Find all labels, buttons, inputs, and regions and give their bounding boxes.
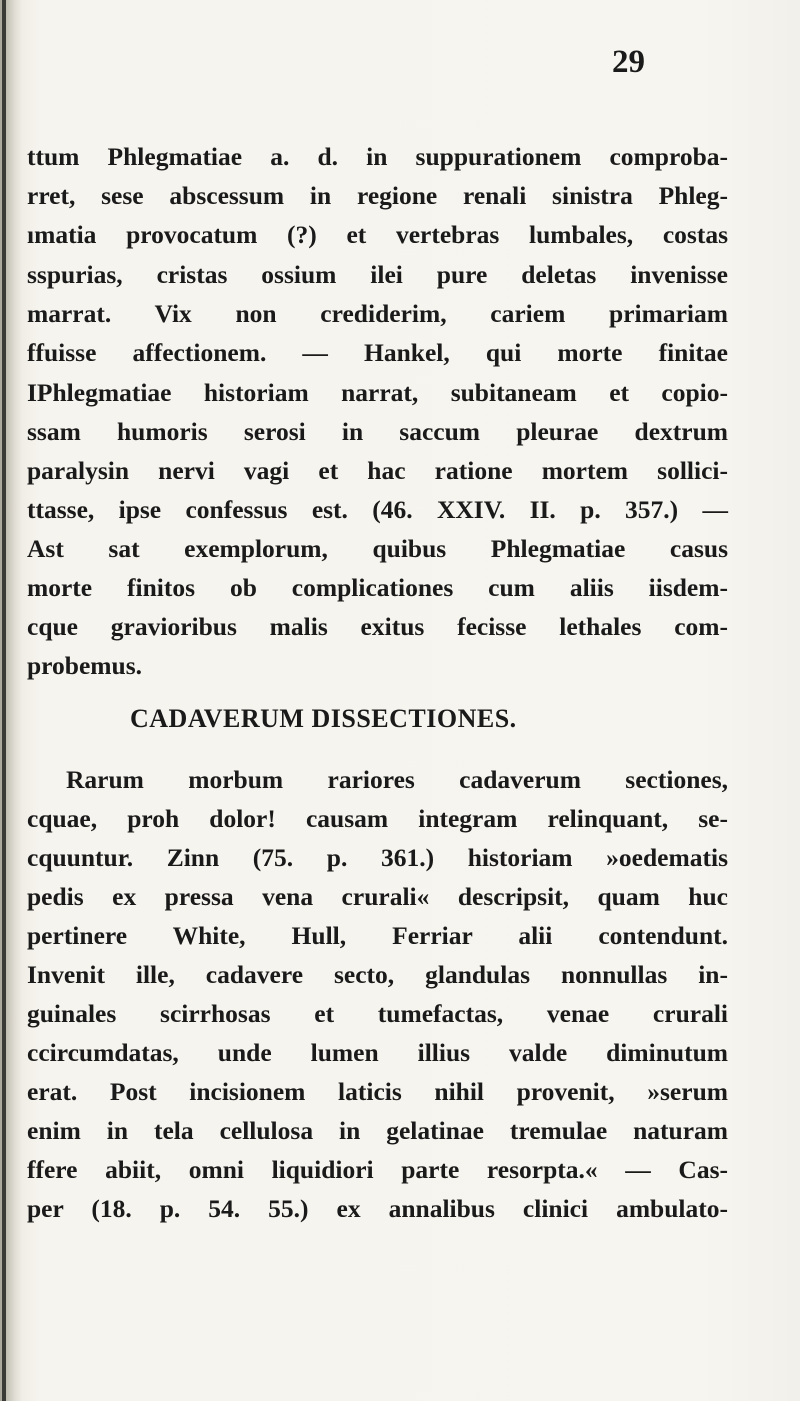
- text-line: ffuisse affectionem. — Hankel, qui morte finitae: [27, 338, 728, 367]
- text-line: pedis ex pressa vena crurali« descripsit, quam huc: [27, 882, 728, 911]
- text-line: ssam humoris serosi in saccum pleurae dextrum: [27, 417, 728, 446]
- text-line: ccircumdatas, unde lumen illius valde diminutum: [27, 1038, 728, 1067]
- page-number: 29: [612, 44, 645, 80]
- text-line: cque gravioribus malis exitus fecisse lethales com-: [27, 612, 728, 641]
- text-line: marrat. Vix non crediderim, cariem primariam: [27, 299, 728, 328]
- text-line: Invenit ille, cadavere secto, glandulas nonnullas in-: [27, 960, 728, 989]
- text-line: pertinere White, Hull, Ferriar alii contendunt.: [27, 921, 728, 950]
- text-line: ffere abiit, omni liquidiori parte resorpta.« — Cas-: [27, 1155, 728, 1184]
- text-line: paralysin nervi vagi et hac ratione mortem sollici-: [27, 456, 728, 485]
- binding-edge: [2, 0, 6, 1401]
- text-line: guinales scirrhosas et tumefactas, venae crurali: [27, 999, 728, 1028]
- section-heading: CADAVERUM DISSECTIONES.: [130, 704, 517, 733]
- text-line: enim in tela cellulosa in gelatinae tremulae naturam: [27, 1116, 728, 1145]
- text-line: probemus.: [27, 651, 143, 680]
- text-line: erat. Post incisionem laticis nihil provenit, »serum: [27, 1077, 728, 1106]
- text-line: ımatia provocatum (?) et vertebras lumbales, costas: [27, 220, 728, 249]
- text-line: IPhlegmatiae historiam narrat, subitaneam et copio-: [27, 378, 728, 407]
- text-line: ttum Phlegmatiae a. d. in suppurationem comproba-: [27, 142, 728, 171]
- text-line: morte finitos ob complicationes cum aliis iisdem-: [27, 573, 728, 602]
- text-line: sspurias, cristas ossium ilei pure deletas invenisse: [27, 260, 728, 289]
- text-line: rret, sese abscessum in regione renali sinistra Phleg-: [27, 181, 728, 210]
- text-line: cquae, proh dolor! causam integram relinquant, se-: [27, 804, 728, 833]
- text-line: Ast sat exemplorum, quibus Phlegmatiae casus: [27, 534, 728, 563]
- text-line: ttasse, ipse confessus est. (46. XXIV. II. p. 357.) —: [27, 495, 728, 524]
- text-line: cquuntur. Zinn (75. p. 361.) historiam »oedematis: [27, 843, 728, 872]
- text-line: per (18. p. 54. 55.) ex annalibus clinici ambulato-: [27, 1194, 728, 1223]
- text-line: Rarum morbum rariores cadaverum sectiones,: [66, 765, 728, 794]
